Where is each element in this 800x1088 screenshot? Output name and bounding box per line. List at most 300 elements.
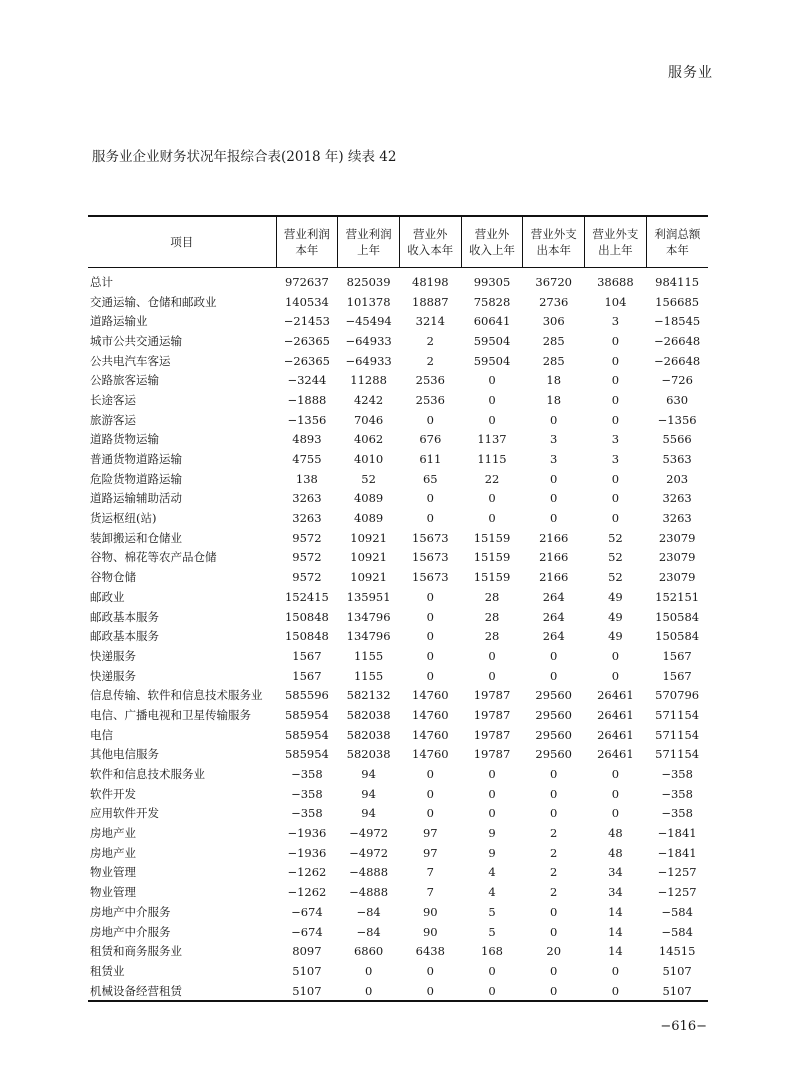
cell-value: 306: [542, 314, 565, 329]
cell-value: 0: [550, 786, 558, 801]
cell-value: −1841: [657, 826, 697, 841]
cell-value: 19787: [473, 688, 511, 703]
cell-value: 19787: [473, 747, 511, 762]
cell-value: 26461: [597, 688, 634, 703]
cell-value: 1567: [292, 648, 322, 663]
cell-value: 0: [488, 648, 496, 663]
header-item: [88, 216, 276, 268]
cell-value: 23079: [658, 550, 696, 565]
cell-value: 3: [550, 452, 558, 467]
cell-value: 10921: [350, 530, 387, 545]
cell-value: −358: [291, 786, 323, 801]
cell-value: 2: [550, 845, 558, 860]
cell-value: 36720: [535, 274, 572, 289]
cell-value: 3263: [662, 511, 692, 526]
cell-value: −1257: [657, 865, 697, 880]
cell-value: 134796: [346, 609, 391, 624]
cell-value: 15159: [473, 550, 511, 565]
cell-value: 0: [611, 471, 620, 486]
table-row: [88, 607, 708, 627]
cell-value: 203: [666, 471, 689, 486]
page-number: −616−: [660, 1019, 707, 1034]
cell-value: 5566: [662, 432, 692, 447]
cell-value: −1888: [287, 392, 327, 407]
cell-value: 152151: [655, 589, 700, 604]
header-line1: 营业外: [413, 227, 448, 241]
header-line2: 出上年: [598, 243, 633, 257]
row-label: 信息传输、软件和信息技术服务业: [90, 688, 263, 703]
row-label: 电信、广播电视和卫星传输服务: [90, 707, 251, 722]
cell-value: 0: [488, 767, 496, 782]
cell-value: 14: [608, 944, 623, 959]
cell-value: 611: [419, 452, 442, 467]
cell-value: 0: [426, 786, 434, 801]
table-row: [88, 902, 708, 922]
header-nonop-expense-current: [523, 216, 585, 268]
row-label: 普通货物道路运输: [90, 452, 182, 467]
cell-value: 38688: [597, 274, 634, 289]
cell-value: 49: [608, 589, 623, 604]
cell-value: 4010: [353, 452, 384, 467]
cell-value: 94: [361, 786, 376, 801]
cell-value: −4972: [349, 826, 389, 841]
row-label: 危险货物道路运输: [90, 471, 182, 486]
cell-value: 90: [422, 904, 438, 919]
cell-value: 18887: [412, 294, 449, 309]
cell-value: 984115: [655, 274, 700, 289]
table-row: [88, 685, 708, 705]
cell-value: 570796: [655, 688, 700, 703]
cell-value: 676: [419, 432, 442, 447]
cell-value: 4089: [353, 511, 384, 526]
cell-value: 5107: [276, 981, 338, 1002]
cell-value: 140534: [284, 294, 329, 309]
cell-value: 0: [426, 511, 434, 526]
cell-value: 150584: [655, 629, 700, 644]
table-row: [88, 823, 708, 843]
cell-value: 2: [550, 885, 558, 900]
cell-value: −21453: [283, 314, 331, 329]
cell-value: 9: [488, 845, 496, 860]
cell-value: −26365: [283, 333, 331, 348]
cell-value: 5: [488, 924, 496, 939]
header-line1: 营业外: [474, 227, 510, 241]
cell-value: 0: [611, 491, 620, 506]
row-label: 货运枢纽(站): [90, 511, 157, 526]
table-row: [88, 646, 708, 666]
cell-value: 0: [550, 668, 558, 683]
cell-value: −358: [291, 806, 323, 821]
cell-value: 3263: [292, 491, 322, 506]
cell-value: −1262: [287, 865, 327, 880]
cell-value: 4755: [292, 452, 322, 467]
header-line1: 项目: [170, 235, 194, 249]
cell-value: 2536: [415, 392, 445, 407]
cell-value: 0: [611, 668, 620, 683]
cell-value: 0: [488, 806, 496, 821]
cell-value: 285: [542, 353, 565, 368]
cell-value: 0: [550, 648, 558, 663]
table-row: [88, 351, 708, 371]
table-row: [88, 941, 708, 961]
row-label: 机械设备经营租赁: [88, 981, 276, 1002]
cell-value: 0: [426, 491, 434, 506]
cell-value: 0: [488, 511, 496, 526]
header-line1: 营业利润: [283, 227, 330, 241]
table-row: [88, 745, 708, 765]
cell-value: 0: [426, 806, 434, 821]
cell-value: 585954: [284, 747, 329, 762]
row-label: 房地产业: [90, 826, 136, 841]
cell-value: 1155: [353, 668, 384, 683]
cell-value: 4: [488, 865, 496, 880]
row-label: 邮政基本服务: [90, 609, 159, 624]
cell-value: 0: [488, 392, 496, 407]
cell-value: 48198: [412, 274, 449, 289]
table-row: [88, 587, 708, 607]
section-title: 服务业: [668, 65, 713, 81]
cell-value: 4089: [353, 491, 384, 506]
table-row: [88, 311, 708, 331]
row-label: 房地产中介服务: [90, 904, 171, 919]
cell-value: −1257: [657, 885, 697, 900]
cell-value: 0: [611, 412, 620, 427]
cell-value: −3244: [287, 373, 327, 388]
header-line2: 上年: [357, 243, 381, 257]
row-label: 房地产业: [90, 845, 136, 860]
cell-value: 0: [364, 963, 373, 978]
cell-value: 0: [426, 648, 434, 663]
row-label: 租赁业: [90, 963, 125, 978]
cell-value: 15159: [473, 570, 511, 585]
row-label: 快递服务: [90, 668, 136, 683]
cell-value: 5107: [292, 963, 322, 978]
cell-value: −1356: [657, 412, 697, 427]
cell-value: 2: [426, 353, 434, 368]
header-line2: 本年: [665, 243, 689, 257]
financial-table: [88, 215, 708, 1002]
table-row: [88, 843, 708, 863]
row-label: 公路旅客运输: [90, 373, 159, 388]
cell-value: 285: [542, 333, 565, 348]
cell-value: 3214: [415, 314, 445, 329]
table-row: [88, 764, 708, 784]
cell-value: 97: [422, 845, 438, 860]
cell-value: 3: [611, 432, 620, 447]
cell-value: 75828: [473, 294, 511, 309]
cell-value: 0: [426, 412, 434, 427]
header-line1: 营业利润: [345, 227, 392, 241]
header-line1: 营业外支: [592, 227, 639, 241]
row-label: 装卸搬运和仓储业: [90, 530, 182, 545]
cell-value: −4888: [349, 885, 389, 900]
cell-value: 48: [608, 845, 623, 860]
cell-value: 52: [608, 570, 623, 585]
table-row: [88, 981, 708, 1002]
table-row: [88, 567, 708, 587]
cell-value: 1567: [662, 668, 692, 683]
header-line2: 出本年: [536, 243, 571, 257]
cell-value: 825039: [346, 274, 391, 289]
cell-value: 28: [484, 589, 500, 604]
cell-value: 0: [426, 668, 434, 683]
cell-value: 2166: [539, 570, 569, 585]
cell-value: 90: [422, 924, 438, 939]
cell-value: 585596: [284, 688, 329, 703]
cell-value: 972637: [284, 274, 329, 289]
cell-value: 582038: [346, 747, 391, 762]
cell-value: 9: [488, 826, 496, 841]
cell-value: 52: [608, 550, 623, 565]
cell-value: 0: [611, 806, 620, 821]
cell-value: 7: [426, 865, 434, 880]
cell-value: 0: [611, 786, 620, 801]
cell-value: 0: [611, 767, 620, 782]
row-label: 物业管理: [90, 885, 136, 900]
row-label: 公共电汽车客运: [90, 353, 171, 368]
cell-value: 0: [338, 981, 400, 1002]
cell-value: 22: [484, 471, 500, 486]
cell-value: 585954: [284, 727, 329, 742]
cell-value: 3263: [292, 511, 322, 526]
table-row: [88, 863, 708, 883]
cell-value: 0: [488, 373, 496, 388]
cell-value: −1936: [287, 845, 327, 860]
cell-value: 0: [550, 767, 558, 782]
cell-value: 0: [550, 511, 558, 526]
cell-value: 582038: [346, 707, 391, 722]
row-label: 电信: [90, 727, 113, 742]
cell-value: 8097: [292, 944, 322, 959]
cell-value: −84: [356, 924, 381, 939]
row-label: 软件开发: [90, 786, 136, 801]
cell-value: 28: [484, 629, 500, 644]
cell-value: 5363: [662, 452, 692, 467]
cell-value: 2736: [539, 294, 569, 309]
cell-value: 34: [608, 865, 623, 880]
cell-value: 1137: [477, 432, 507, 447]
row-label: 长途客运: [90, 392, 136, 407]
table-row: [88, 784, 708, 804]
cell-value: −1841: [657, 845, 697, 860]
table-row: [88, 390, 708, 410]
cell-value: 15159: [473, 530, 511, 545]
cell-value: 14: [608, 904, 623, 919]
cell-value: 264: [542, 609, 565, 624]
cell-value: 99305: [473, 274, 511, 289]
cell-value: 23079: [658, 570, 696, 585]
cell-value: −1356: [287, 412, 327, 427]
cell-value: 23079: [658, 530, 696, 545]
cell-value: 14: [608, 924, 623, 939]
cell-value: 3263: [662, 491, 692, 506]
cell-value: 7046: [353, 412, 384, 427]
cell-value: 65: [422, 471, 438, 486]
cell-value: 0: [611, 333, 620, 348]
cell-value: 0: [426, 629, 434, 644]
cell-value: 18: [546, 392, 562, 407]
table-row: [88, 626, 708, 646]
cell-value: 11288: [350, 373, 387, 388]
cell-value: 2: [426, 333, 434, 348]
cell-value: 9572: [292, 550, 322, 565]
cell-value: 0: [488, 412, 496, 427]
row-label: 租赁和商务服务业: [90, 944, 182, 959]
table-row: [88, 882, 708, 902]
cell-value: −358: [661, 767, 693, 782]
cell-value: 5: [488, 904, 496, 919]
cell-value: 5107: [662, 963, 692, 978]
cell-value: 6860: [353, 944, 384, 959]
row-label: 旅游客运: [90, 412, 136, 427]
table-row: [88, 292, 708, 312]
header-line1: 营业外支: [530, 227, 577, 241]
cell-value: 10921: [350, 550, 387, 565]
table-row: [88, 508, 708, 528]
table-row: [88, 268, 708, 292]
table-row: [88, 666, 708, 686]
header-nonop-expense-prior: [585, 216, 647, 268]
cell-value: 0: [585, 981, 647, 1002]
header-total-profit-current: [646, 216, 708, 268]
cell-value: 1115: [477, 452, 507, 467]
cell-value: 48: [608, 826, 623, 841]
cell-value: −64933: [345, 333, 392, 348]
cell-value: 134796: [346, 629, 391, 644]
row-label: 道路货物运输: [90, 432, 159, 447]
cell-value: −1262: [287, 885, 327, 900]
table-row: [88, 331, 708, 351]
table-row: [88, 961, 708, 981]
cell-value: 4: [488, 885, 496, 900]
cell-value: 0: [426, 767, 434, 782]
cell-value: 20: [546, 944, 562, 959]
cell-value: −1936: [287, 826, 327, 841]
cell-value: 26461: [597, 707, 634, 722]
row-label: 房地产中介服务: [90, 924, 171, 939]
table-header-row: [88, 216, 708, 268]
cell-value: 0: [550, 412, 558, 427]
cell-value: 150848: [284, 609, 329, 624]
cell-value: 59504: [473, 333, 511, 348]
cell-value: −45494: [345, 314, 392, 329]
cell-value: 34: [608, 885, 623, 900]
cell-value: 3: [550, 432, 558, 447]
cell-value: 14760: [412, 688, 449, 703]
header-op-profit-prior: [338, 216, 400, 268]
cell-value: 5107: [646, 981, 708, 1002]
table-row: [88, 528, 708, 548]
cell-value: −674: [291, 904, 323, 919]
table-row: [88, 548, 708, 568]
cell-value: 52: [361, 471, 376, 486]
cell-value: 2536: [415, 373, 445, 388]
table-caption: 服务业企业财务状况年报综合表(2018 年) 续表 42: [92, 149, 397, 165]
header-line1: 利润总额: [654, 227, 701, 241]
row-label: 邮政基本服务: [90, 629, 159, 644]
cell-value: 19787: [473, 727, 511, 742]
row-label: 道路运输业: [90, 314, 148, 329]
cell-value: 0: [611, 648, 620, 663]
row-label: 其他电信服务: [90, 747, 159, 762]
table-row: [88, 922, 708, 942]
cell-value: 0: [488, 786, 496, 801]
cell-value: 156685: [655, 294, 700, 309]
cell-value: 26461: [597, 747, 634, 762]
cell-value: 94: [361, 767, 376, 782]
cell-value: 14760: [412, 747, 449, 762]
cell-value: 29560: [535, 727, 572, 742]
cell-value: 4893: [292, 432, 322, 447]
cell-value: −64933: [345, 353, 392, 368]
row-label: 道路运输辅助活动: [90, 491, 182, 506]
cell-value: 585954: [284, 707, 329, 722]
cell-value: 571154: [655, 707, 700, 722]
cell-value: 150584: [655, 609, 700, 624]
header-line2: 收入本年: [407, 243, 454, 257]
table-row: [88, 725, 708, 745]
cell-value: −584: [661, 904, 693, 919]
cell-value: 14760: [412, 707, 449, 722]
cell-value: 264: [542, 629, 565, 644]
cell-value: 0: [550, 924, 558, 939]
cell-value: 0: [611, 511, 620, 526]
cell-value: −674: [291, 924, 323, 939]
cell-value: 2: [550, 826, 558, 841]
cell-value: 0: [550, 904, 558, 919]
cell-value: −84: [356, 904, 381, 919]
row-label: 总计: [90, 274, 113, 289]
cell-value: 6438: [415, 944, 445, 959]
header-nonop-income-current: [399, 216, 461, 268]
cell-value: −26648: [654, 353, 701, 368]
cell-value: 0: [426, 589, 434, 604]
row-label: 物业管理: [90, 865, 136, 880]
cell-value: 4242: [353, 392, 384, 407]
cell-value: −26365: [283, 353, 331, 368]
cell-value: 0: [550, 806, 558, 821]
cell-value: 0: [523, 981, 585, 1002]
row-label: 谷物、棉花等农产品仓储: [90, 550, 217, 565]
cell-value: 29560: [535, 707, 572, 722]
cell-value: 60641: [473, 314, 511, 329]
cell-value: 0: [399, 981, 461, 1002]
cell-value: −4888: [349, 865, 389, 880]
cell-value: 0: [461, 981, 523, 1002]
cell-value: 104: [604, 294, 627, 309]
table-row: [88, 804, 708, 824]
cell-value: 18: [546, 373, 562, 388]
cell-value: 28: [484, 609, 500, 624]
cell-value: 582038: [346, 727, 391, 742]
cell-value: −4972: [349, 845, 389, 860]
cell-value: 150848: [284, 629, 329, 644]
cell-value: 0: [488, 668, 496, 683]
cell-value: 15673: [412, 570, 449, 585]
row-label: 城市公共交通运输: [90, 333, 182, 348]
cell-value: 94: [361, 806, 376, 821]
cell-value: 135951: [346, 589, 391, 604]
cell-value: 0: [550, 471, 558, 486]
cell-value: −358: [661, 806, 693, 821]
cell-value: 2166: [539, 530, 569, 545]
cell-value: −18545: [654, 314, 701, 329]
cell-value: −358: [291, 767, 323, 782]
header-nonop-income-prior: [461, 216, 523, 268]
cell-value: 15673: [412, 530, 449, 545]
cell-value: 26461: [597, 727, 634, 742]
table-row: [88, 489, 708, 509]
